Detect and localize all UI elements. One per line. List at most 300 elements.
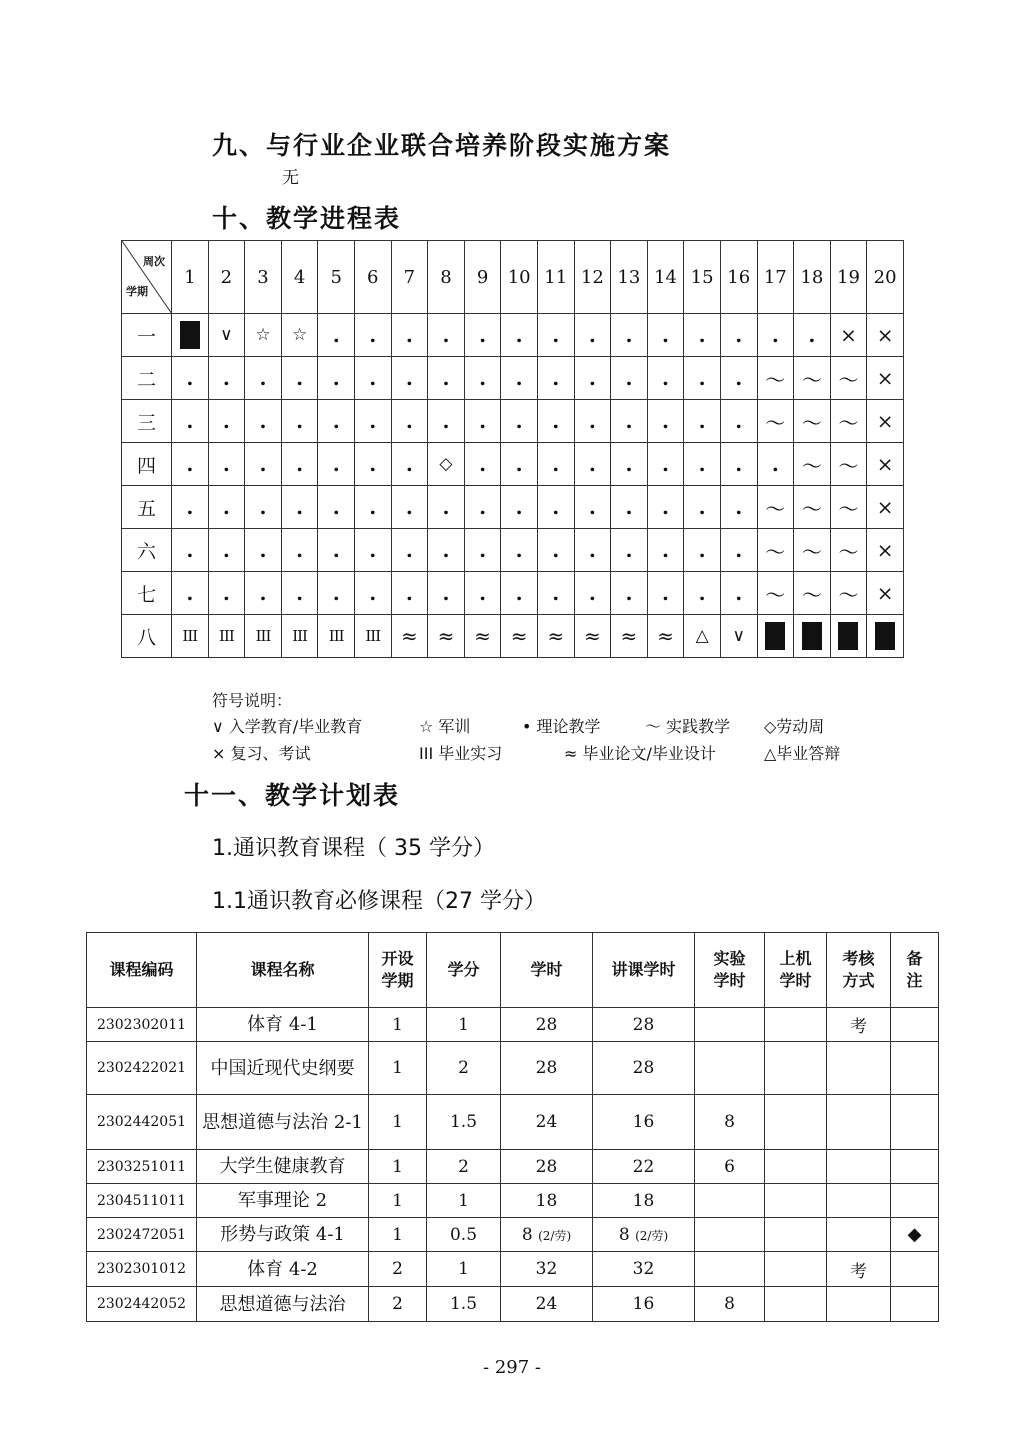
legend-line-2: [212, 741, 912, 763]
course-lecture-hours: [593, 1287, 695, 1322]
schedule-cell: .: [501, 529, 538, 572]
schedule-cell: .: [354, 486, 391, 529]
schedule-cell: .: [172, 572, 209, 615]
schedule-cell: ◇: [428, 443, 465, 486]
block-symbol-cell: [757, 615, 794, 658]
course-hours: [501, 1008, 593, 1042]
header-term-label: 学期: [126, 285, 148, 298]
schedule-row: [122, 357, 904, 400]
course-exam-method: [827, 1150, 891, 1184]
course-header-row: [87, 933, 939, 1008]
header-lecture-hours: 讲课学时: [593, 933, 695, 1008]
course-name: 中国近现代史纲要: [197, 1042, 369, 1095]
course-credit: 0.5: [427, 1218, 501, 1252]
schedule-cell: .: [245, 443, 282, 486]
schedule-cell: III: [281, 615, 318, 658]
schedule-cell: .: [245, 529, 282, 572]
schedule-cell: .: [684, 443, 721, 486]
schedule-cell: .: [318, 443, 355, 486]
week-header: 20: [867, 241, 904, 314]
schedule-cell: .: [537, 357, 574, 400]
schedule-cell: III: [245, 615, 282, 658]
schedule-cell: .: [647, 357, 684, 400]
hours-value: 18: [632, 1190, 655, 1211]
course-computer-hours: [765, 1150, 827, 1184]
header-computer-hours: [765, 933, 827, 1008]
schedule-cell: .: [611, 357, 648, 400]
schedule-cell: .: [391, 486, 428, 529]
schedule-cell: III: [172, 615, 209, 658]
schedule-cell: .: [318, 314, 355, 357]
week-header: 14: [647, 241, 684, 314]
schedule-cell: III: [208, 615, 245, 658]
schedule-cell: .: [281, 486, 318, 529]
schedule-row: [122, 572, 904, 615]
term-label: 一: [122, 314, 172, 357]
schedule-corner-cell: [122, 241, 172, 314]
course-code: 2302442051: [87, 1095, 197, 1150]
schedule-cell: .: [391, 357, 428, 400]
schedule-cell: .: [354, 572, 391, 615]
schedule-cell: .: [647, 486, 684, 529]
course-term: 1: [369, 1184, 427, 1218]
schedule-cell: ≈: [391, 615, 428, 658]
schedule-cell: .: [611, 486, 648, 529]
week-header: 2: [208, 241, 245, 314]
schedule-cell: .: [720, 486, 757, 529]
schedule-cell: .: [501, 572, 538, 615]
schedule-cell: .: [245, 400, 282, 443]
schedule-cell: .: [537, 443, 574, 486]
schedule-cell: .: [537, 314, 574, 357]
course-computer-hours: [765, 1218, 827, 1252]
schedule-cell: ～: [830, 400, 867, 443]
header-lab-hours: [695, 933, 765, 1008]
course-row: [87, 1042, 939, 1095]
schedule-cell: .: [611, 529, 648, 572]
course-credit: 2: [427, 1150, 501, 1184]
schedule-cell: △: [684, 615, 721, 658]
schedule-cell: .: [537, 572, 574, 615]
course-lecture-hours: [593, 1095, 695, 1150]
header-week-label: 周次: [143, 255, 165, 268]
schedule-cell: ☆: [245, 314, 282, 357]
term-label: 五: [122, 486, 172, 529]
course-row: [87, 1287, 939, 1322]
schedule-cell: ～: [794, 572, 831, 615]
course-code: 2304511011: [87, 1184, 197, 1218]
schedule-cell: ～: [757, 572, 794, 615]
schedule-cell: ≈: [501, 615, 538, 658]
course-computer-hours: [765, 1008, 827, 1042]
hours-value: 28: [632, 1058, 655, 1078]
schedule-cell: .: [501, 357, 538, 400]
schedule-cell: .: [464, 443, 501, 486]
legend-item: ～ 实践教学: [645, 717, 731, 736]
schedule-cell: .: [611, 400, 648, 443]
course-term: 2: [369, 1287, 427, 1322]
schedule-cell: .: [428, 400, 465, 443]
schedule-header-row: [122, 241, 904, 314]
schedule-cell: ☆: [281, 314, 318, 357]
course-term: 1: [369, 1008, 427, 1042]
schedule-cell: .: [208, 357, 245, 400]
week-header: 8: [428, 241, 465, 314]
schedule-cell: III: [318, 615, 355, 658]
schedule-cell: .: [391, 400, 428, 443]
schedule-cell: .: [574, 314, 611, 357]
section9-title: 九、与行业企业联合培养阶段实施方案: [212, 131, 672, 160]
schedule-cell: .: [611, 443, 648, 486]
course-note: [891, 1184, 939, 1218]
course-lab-hours: [695, 1042, 765, 1095]
filled-block-icon: [180, 321, 200, 349]
header-computer-text: 上机学时: [779, 949, 812, 990]
schedule-cell: ～: [830, 529, 867, 572]
week-header: 11: [537, 241, 574, 314]
course-hours: [501, 1252, 593, 1287]
header-course-code: 课程编码: [87, 933, 197, 1008]
course-exam-method: [827, 1287, 891, 1322]
schedule-cell: .: [611, 314, 648, 357]
week-header: 10: [501, 241, 538, 314]
hours-value: 28: [632, 1014, 655, 1035]
schedule-cell: .: [647, 572, 684, 615]
schedule-cell: ∨: [720, 615, 757, 658]
schedule-cell: .: [172, 486, 209, 529]
legend-item: × 复习、考试: [212, 744, 311, 763]
teaching-schedule-table: [121, 240, 904, 658]
schedule-cell: .: [464, 357, 501, 400]
term-label: 四: [122, 443, 172, 486]
schedule-cell: .: [684, 400, 721, 443]
week-header: 19: [830, 241, 867, 314]
schedule-cell: .: [354, 529, 391, 572]
section10-title: 十、教学进程表: [212, 204, 402, 233]
course-code: 2303251011: [87, 1150, 197, 1184]
course-lab-hours: 8: [695, 1287, 765, 1322]
schedule-cell: .: [720, 400, 757, 443]
schedule-cell: .: [208, 572, 245, 615]
course-code: 2302301012: [87, 1252, 197, 1287]
schedule-cell: ～: [794, 443, 831, 486]
course-term: 1: [369, 1218, 427, 1252]
schedule-cell: .: [537, 400, 574, 443]
course-computer-hours: [765, 1287, 827, 1322]
schedule-cell: ～: [757, 400, 794, 443]
course-computer-hours: [765, 1252, 827, 1287]
course-row: [87, 1184, 939, 1218]
week-header: 5: [318, 241, 355, 314]
course-credit: 1.5: [427, 1287, 501, 1322]
course-credit: 1: [427, 1252, 501, 1287]
course-lecture-hours: [593, 1252, 695, 1287]
course-name: 形势与政策 4-1: [197, 1218, 369, 1252]
course-term: 1: [369, 1150, 427, 1184]
course-exam-method: 考: [827, 1008, 891, 1042]
course-credit: 2: [427, 1042, 501, 1095]
schedule-cell: .: [172, 529, 209, 572]
hours-note: (2/劳): [635, 1228, 669, 1243]
schedule-cell: .: [464, 486, 501, 529]
course-hours: [501, 1184, 593, 1218]
course-lab-hours: [695, 1218, 765, 1252]
course-row: [87, 1252, 939, 1287]
schedule-cell: .: [354, 400, 391, 443]
header-term: [369, 933, 427, 1008]
schedule-cell: ～: [830, 443, 867, 486]
schedule-cell: .: [611, 572, 648, 615]
schedule-cell: .: [684, 529, 721, 572]
course-term: 2: [369, 1252, 427, 1287]
schedule-cell: .: [574, 443, 611, 486]
course-lecture-hours: [593, 1150, 695, 1184]
schedule-cell: .: [757, 314, 794, 357]
course-name: 军事理论 2: [197, 1184, 369, 1218]
course-lab-hours: 6: [695, 1150, 765, 1184]
schedule-cell: .: [720, 529, 757, 572]
schedule-cell: ≈: [464, 615, 501, 658]
schedule-cell: .: [501, 486, 538, 529]
schedule-cell: ×: [867, 400, 904, 443]
section11-title: 十一、教学计划表: [184, 781, 401, 810]
course-row: [87, 1095, 939, 1150]
course-plan-table: [86, 932, 939, 1322]
schedule-cell: .: [428, 357, 465, 400]
course-exam-method: [827, 1218, 891, 1252]
schedule-cell: .: [501, 443, 538, 486]
course-note: [891, 1150, 939, 1184]
hours-value: 16: [632, 1112, 655, 1132]
course-row: [87, 1218, 939, 1252]
block-symbol-cell: [172, 314, 209, 357]
schedule-cell: ×: [867, 486, 904, 529]
course-code: 2302422021: [87, 1042, 197, 1095]
week-header: 6: [354, 241, 391, 314]
schedule-cell: .: [574, 572, 611, 615]
schedule-cell: .: [647, 314, 684, 357]
hours-value: 8: [521, 1224, 533, 1245]
term-label: 八: [122, 615, 172, 658]
schedule-cell: ×: [867, 314, 904, 357]
schedule-cell: .: [208, 529, 245, 572]
schedule-row: [122, 314, 904, 357]
schedule-cell: .: [172, 357, 209, 400]
schedule-cell: ≈: [574, 615, 611, 658]
schedule-cell: ～: [757, 357, 794, 400]
schedule-cell: III: [354, 615, 391, 658]
filled-block-icon: [802, 622, 822, 650]
course-name: 思想道德与法治 2-1: [197, 1095, 369, 1150]
schedule-cell: ～: [757, 486, 794, 529]
hours-value: 24: [535, 1294, 558, 1314]
schedule-row: [122, 486, 904, 529]
schedule-cell: .: [245, 357, 282, 400]
course-hours: [501, 1287, 593, 1322]
schedule-cell: .: [684, 486, 721, 529]
schedule-cell: ∨: [208, 314, 245, 357]
week-header: 12: [574, 241, 611, 314]
header-course-name: 课程名称: [197, 933, 369, 1008]
schedule-cell: .: [720, 314, 757, 357]
schedule-cell: .: [208, 486, 245, 529]
schedule-cell: ≈: [428, 615, 465, 658]
week-header: 3: [245, 241, 282, 314]
hours-value: 18: [535, 1190, 558, 1211]
schedule-cell: .: [391, 314, 428, 357]
schedule-cell: ～: [830, 486, 867, 529]
week-header: 1: [172, 241, 209, 314]
course-lab-hours: [695, 1184, 765, 1218]
schedule-cell: .: [354, 443, 391, 486]
schedule-cell: ≈: [537, 615, 574, 658]
filled-block-icon: [875, 622, 895, 650]
header-note-text: 备注: [906, 949, 923, 990]
schedule-cell: .: [428, 529, 465, 572]
block-symbol-cell: [867, 615, 904, 658]
schedule-cell: ～: [794, 357, 831, 400]
course-code: 2302302011: [87, 1008, 197, 1042]
schedule-cell: .: [172, 400, 209, 443]
legend-item: △毕业答辩: [764, 744, 841, 763]
course-term: 1: [369, 1042, 427, 1095]
schedule-cell: .: [281, 357, 318, 400]
block-symbol-cell: [794, 615, 831, 658]
legend-title: 符号说明：: [212, 691, 293, 710]
schedule-cell: .: [720, 357, 757, 400]
schedule-cell: .: [318, 529, 355, 572]
filled-block-icon: [765, 622, 785, 650]
schedule-cell: .: [574, 529, 611, 572]
course-lecture-hours: [593, 1184, 695, 1218]
header-term-text: 开设学期: [381, 949, 414, 990]
section9-content: 无: [282, 168, 299, 188]
schedule-cell: .: [684, 572, 721, 615]
header-lab-text: 实验学时: [713, 949, 746, 990]
schedule-row: [122, 615, 904, 658]
schedule-cell: .: [647, 443, 684, 486]
course-note: [891, 1095, 939, 1150]
schedule-cell: .: [428, 314, 465, 357]
schedule-cell: ×: [867, 572, 904, 615]
schedule-cell: .: [647, 529, 684, 572]
schedule-cell: .: [391, 572, 428, 615]
schedule-cell: .: [245, 572, 282, 615]
week-header: 7: [391, 241, 428, 314]
course-hours: [501, 1095, 593, 1150]
schedule-cell: ～: [830, 357, 867, 400]
schedule-cell: .: [574, 486, 611, 529]
course-note: [891, 1287, 939, 1322]
legend-line-1: [212, 714, 912, 736]
course-lecture-hours: [593, 1218, 695, 1252]
hours-value: 28: [535, 1058, 558, 1078]
schedule-cell: ×: [867, 529, 904, 572]
course-exam-method: 考: [827, 1252, 891, 1287]
course-exam-method: [827, 1184, 891, 1218]
schedule-cell: .: [208, 400, 245, 443]
hours-value: 22: [632, 1156, 655, 1177]
hours-note: (2/劳): [538, 1228, 572, 1243]
term-label: 六: [122, 529, 172, 572]
schedule-cell: .: [464, 400, 501, 443]
legend-item: ◇劳动周: [764, 717, 825, 736]
schedule-cell: .: [391, 529, 428, 572]
week-header: 16: [720, 241, 757, 314]
schedule-cell: ×: [867, 443, 904, 486]
schedule-cell: .: [464, 572, 501, 615]
course-credit: 1: [427, 1184, 501, 1218]
course-row: [87, 1008, 939, 1042]
schedule-cell: .: [245, 486, 282, 529]
course-computer-hours: [765, 1042, 827, 1095]
schedule-cell: .: [501, 400, 538, 443]
course-lab-hours: [695, 1008, 765, 1042]
hours-value: 8: [618, 1224, 630, 1245]
course-note: [891, 1042, 939, 1095]
schedule-cell: .: [172, 443, 209, 486]
schedule-cell: ≈: [611, 615, 648, 658]
header-hours: 学时: [501, 933, 593, 1008]
course-lecture-hours: [593, 1042, 695, 1095]
course-lecture-hours: [593, 1008, 695, 1042]
schedule-cell: .: [537, 529, 574, 572]
schedule-cell: .: [428, 572, 465, 615]
header-note: [891, 933, 939, 1008]
term-label: 七: [122, 572, 172, 615]
schedule-cell: ≈: [647, 615, 684, 658]
week-header: 17: [757, 241, 794, 314]
course-credit: 1.5: [427, 1095, 501, 1150]
schedule-cell: .: [318, 400, 355, 443]
course-note: ◆: [891, 1218, 939, 1252]
course-name: 思想道德与法治: [197, 1287, 369, 1322]
schedule-cell: .: [281, 529, 318, 572]
course-hours: [501, 1042, 593, 1095]
subsection-general-education: 1.通识教育课程（ 35 学分）: [212, 836, 495, 861]
schedule-cell: .: [391, 443, 428, 486]
course-lab-hours: 8: [695, 1095, 765, 1150]
course-hours: [501, 1218, 593, 1252]
header-exam-text: 考核方式: [842, 949, 875, 990]
schedule-cell: .: [794, 314, 831, 357]
term-label: 二: [122, 357, 172, 400]
schedule-cell: .: [720, 572, 757, 615]
course-note: [891, 1008, 939, 1042]
legend-item: ≈ 毕业论文/毕业设计: [564, 744, 716, 763]
schedule-cell: .: [208, 443, 245, 486]
schedule-cell: .: [647, 400, 684, 443]
week-header: 15: [684, 241, 721, 314]
course-code: 2302472051: [87, 1218, 197, 1252]
legend-item: ☆ 军训: [419, 717, 471, 736]
schedule-row: [122, 529, 904, 572]
schedule-cell: .: [354, 357, 391, 400]
header-credit: 学分: [427, 933, 501, 1008]
term-label: 三: [122, 400, 172, 443]
schedule-cell: .: [318, 486, 355, 529]
schedule-cell: .: [464, 314, 501, 357]
schedule-cell: .: [281, 572, 318, 615]
schedule-cell: ×: [830, 314, 867, 357]
schedule-cell: .: [318, 572, 355, 615]
course-name: 大学生健康教育: [197, 1150, 369, 1184]
subsection-required-courses: 1.1通识教育必修课程（27 学分）: [212, 889, 546, 914]
schedule-cell: .: [354, 314, 391, 357]
schedule-cell: .: [501, 314, 538, 357]
schedule-cell: .: [684, 357, 721, 400]
filled-block-icon: [838, 622, 858, 650]
